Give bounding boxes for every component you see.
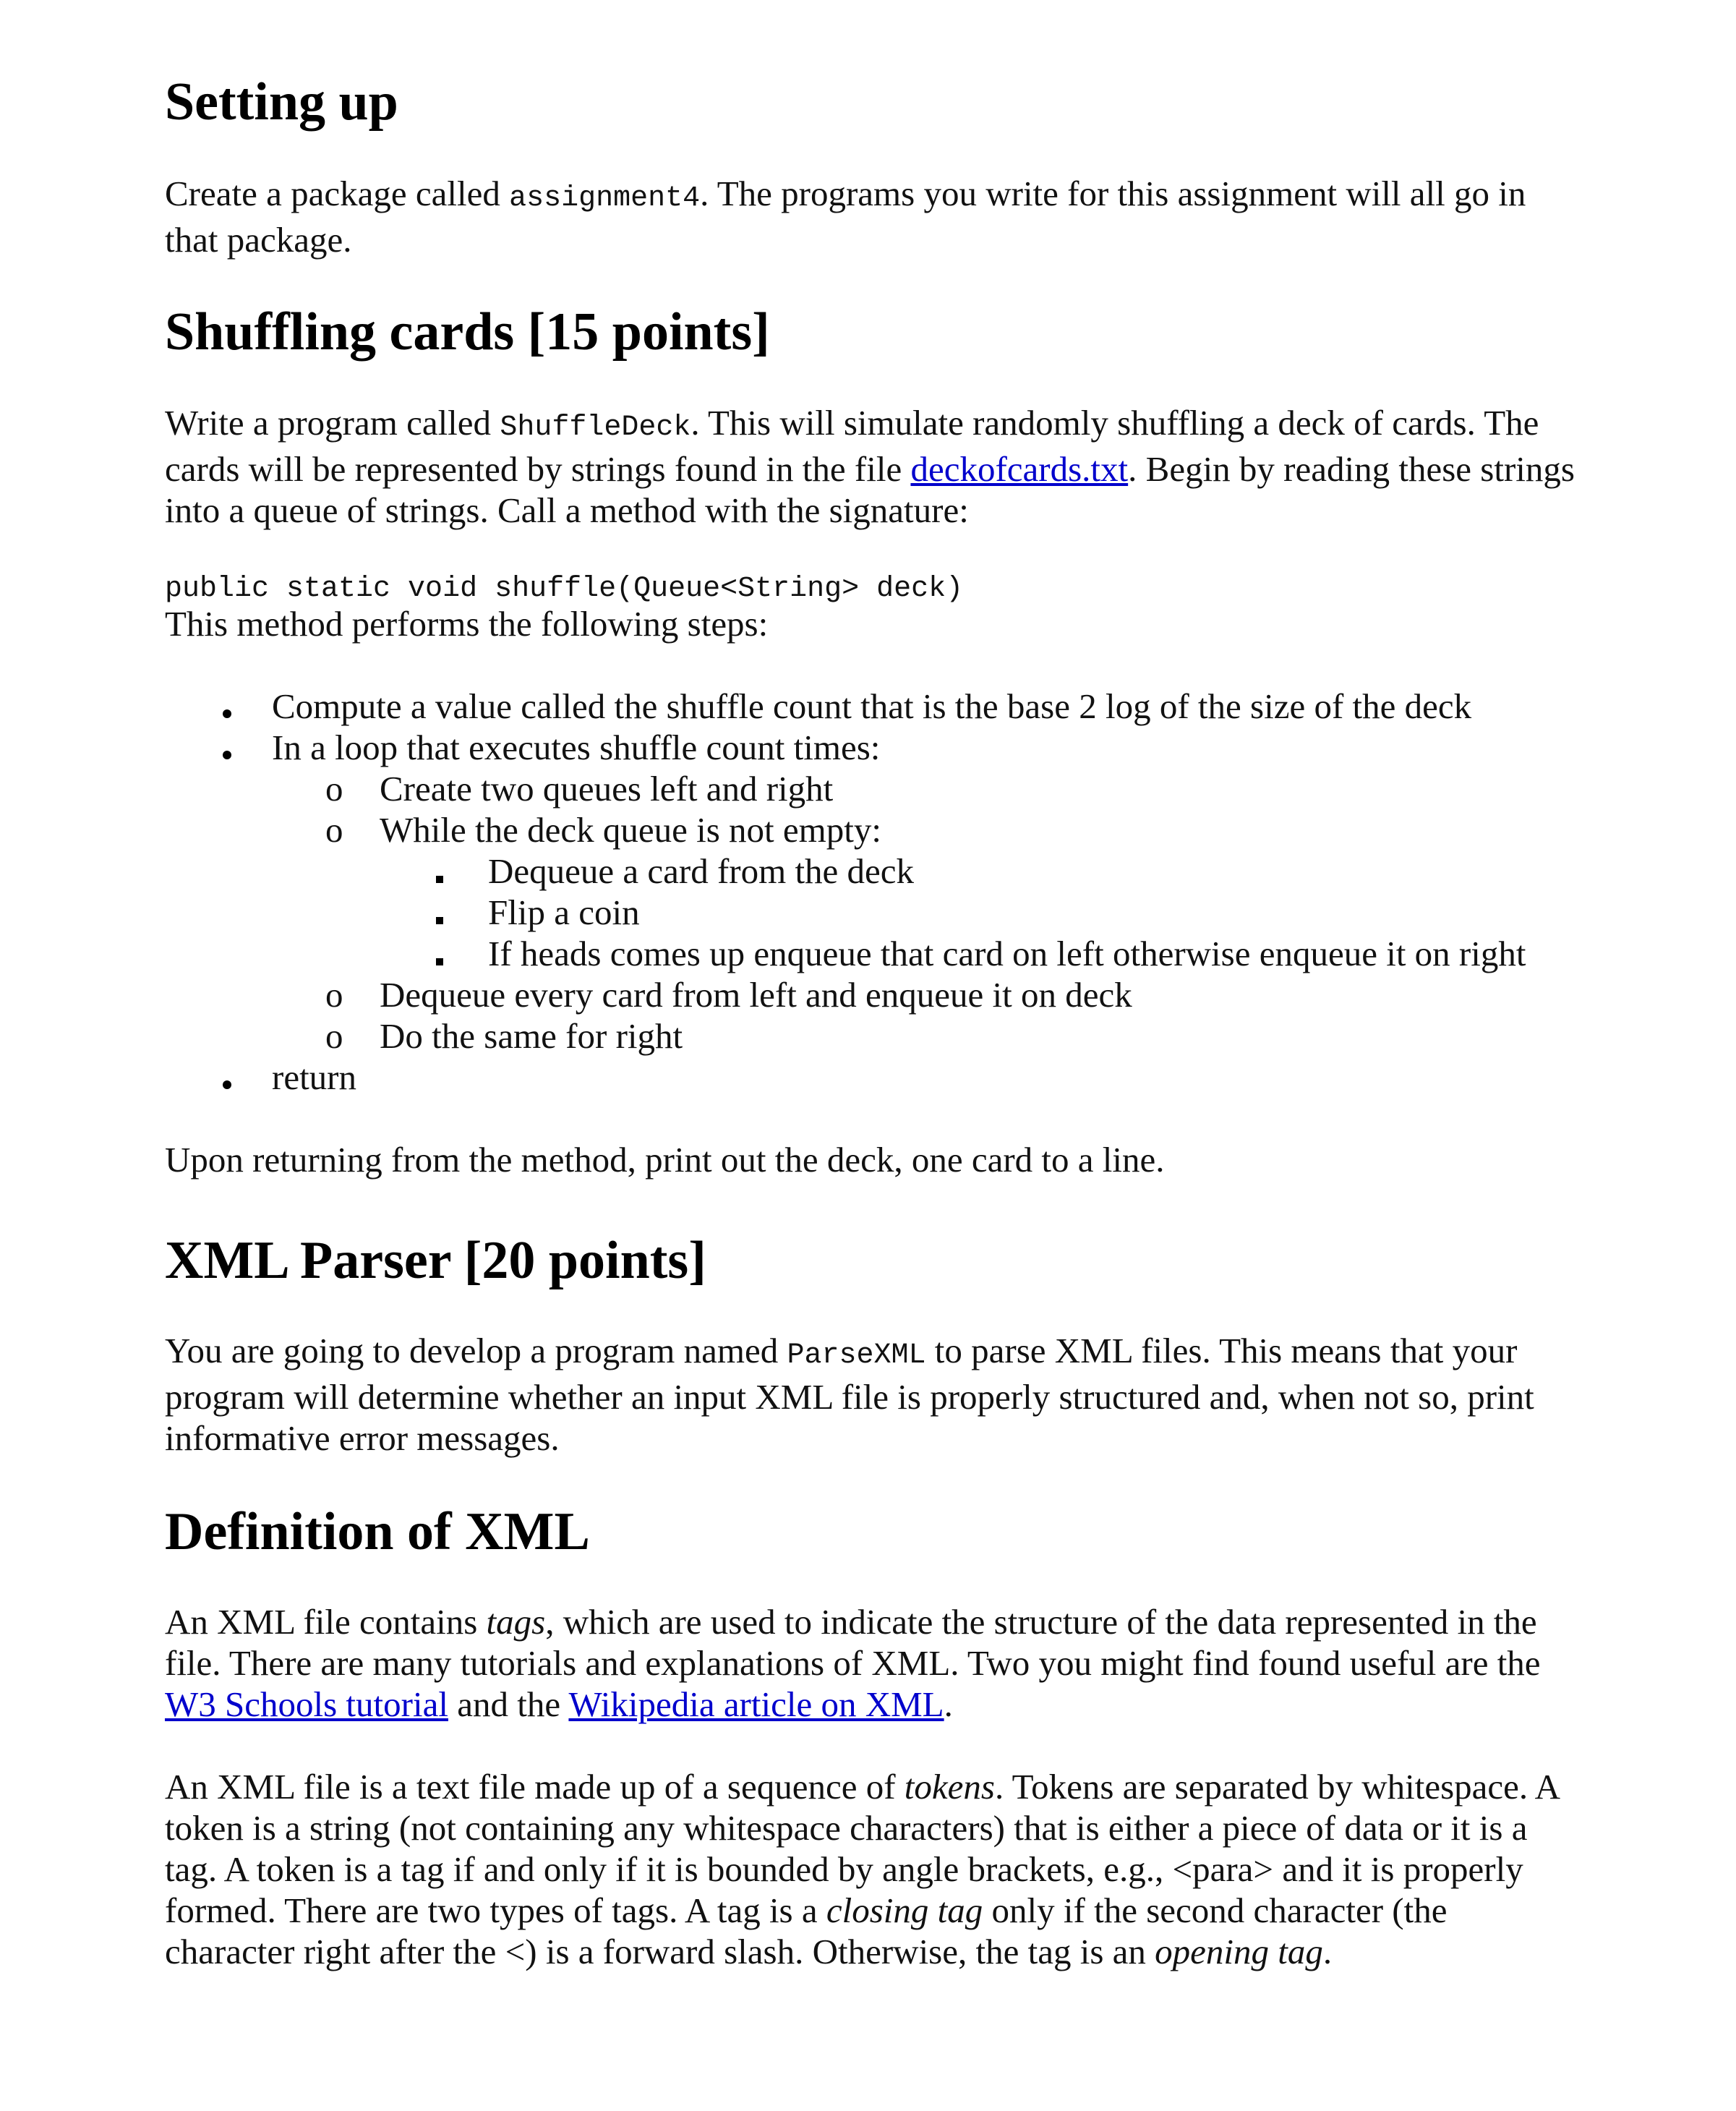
list-item: Flip a coin xyxy=(488,892,640,932)
square-bullet-icon xyxy=(436,933,443,974)
text-run: . This will simulate randomly shuffling a deck of cards. The cards will be represented by strings found in the file xyxy=(165,403,1539,489)
link-w3schools-tutorial[interactable]: W3 Schools tutorial xyxy=(165,1684,448,1724)
text-run: Write a program called xyxy=(165,403,500,443)
text-run: . xyxy=(944,1684,953,1724)
paragraph-setup xyxy=(165,173,1582,260)
text-run: . Tokens are separated by whitespace. A token is a string (not containing any whitespace characters) that is either a piece of data or it is a tag. A token is a tag if and only if it is bounded by angle brackets, e.g., <para> and it is properly formed. There are two types of tags. A tag is a xyxy=(165,1767,1559,1930)
bullet-icon xyxy=(223,727,231,768)
list-item: Do the same for right xyxy=(380,1016,683,1056)
list-item: While the deck queue is not empty: xyxy=(380,810,881,850)
link-deckofcards[interactable]: deckofcards.txt xyxy=(910,449,1129,489)
text-run: and the xyxy=(448,1684,569,1724)
heading-xml-parser: XML Parser [20 points] xyxy=(165,1231,706,1290)
text-run: . xyxy=(1322,1932,1333,1971)
code-method-signature: public static void shuffle(Queue<String> deck) xyxy=(165,573,964,605)
list-item: Create two queues left and right xyxy=(380,769,834,809)
text-run: to parse XML files. This means that your program will determine whether an input XML file is properly structured and, when not so, print informative error messages. xyxy=(165,1331,1534,1458)
paragraph-shuffle-intro xyxy=(165,402,1582,531)
list-item: Dequeue every card from left and enqueue it on deck xyxy=(380,975,1132,1015)
list-item: return xyxy=(272,1057,356,1097)
text-run: An XML file contains xyxy=(165,1602,487,1642)
text-run: , which are used to indicate the structure of the data represented in the file. There are many tutorials and explanations of XML. Two you might find found useful are the xyxy=(165,1602,1541,1683)
square-bullet-icon xyxy=(436,892,443,933)
text-run: . The programs you write for this assignment will all go in that package. xyxy=(165,174,1526,260)
text-run: An XML file is a text file made up of a sequence of xyxy=(165,1767,905,1807)
paragraph-definition-2 xyxy=(165,1766,1582,1972)
bullet-icon xyxy=(223,686,231,727)
emphasis: tokens xyxy=(904,1767,995,1807)
circle-bullet-icon: o xyxy=(325,975,343,1015)
paragraph-xml-parser xyxy=(165,1330,1582,1459)
list-item: Dequeue a card from the deck xyxy=(488,851,915,891)
emphasis: opening tag xyxy=(1155,1932,1323,1971)
link-wikipedia-xml[interactable]: Wikipedia article on XML xyxy=(568,1684,944,1724)
emphasis: tags xyxy=(486,1602,546,1642)
heading-definition-of-xml: Definition of XML xyxy=(165,1502,590,1561)
text-run: . Begin by reading these strings into a queue of strings. Call a method with the signature: xyxy=(165,449,1575,530)
text-run: Create a package called xyxy=(165,174,510,213)
heading-setting-up: Setting up xyxy=(165,72,398,132)
list-item: If heads comes up enqueue that card on left otherwise enqueue it on right xyxy=(488,934,1526,973)
code-package-name: assignment4 xyxy=(509,182,701,215)
bullet-icon xyxy=(223,1057,231,1098)
list-item: Compute a value called the shuffle count that is the base 2 log of the size of the deck xyxy=(272,686,1472,726)
text-run: only if the second character (the character right after the <) is a forward slash. Otherwise, the tag is an xyxy=(165,1890,1448,1971)
paragraph-shuffle-closing: Upon returning from the method, print out the deck, one card to a line. xyxy=(165,1140,1165,1180)
circle-bullet-icon: o xyxy=(325,1016,343,1056)
circle-bullet-icon: o xyxy=(325,769,343,809)
list-item: In a loop that executes shuffle count times: xyxy=(272,728,881,767)
circle-bullet-icon: o xyxy=(325,810,343,850)
text-run: You are going to develop a program named xyxy=(165,1331,787,1370)
paragraph-steps-intro: This method performs the following steps: xyxy=(165,604,769,644)
square-bullet-icon xyxy=(436,850,443,892)
paragraph-definition-1 xyxy=(165,1601,1582,1725)
heading-shuffling-cards: Shuffling cards [15 points] xyxy=(165,302,770,362)
emphasis: closing tag xyxy=(826,1890,983,1930)
code-class-name: ShuffleDeck xyxy=(500,411,691,444)
code-class-name: ParseXML xyxy=(787,1339,926,1372)
